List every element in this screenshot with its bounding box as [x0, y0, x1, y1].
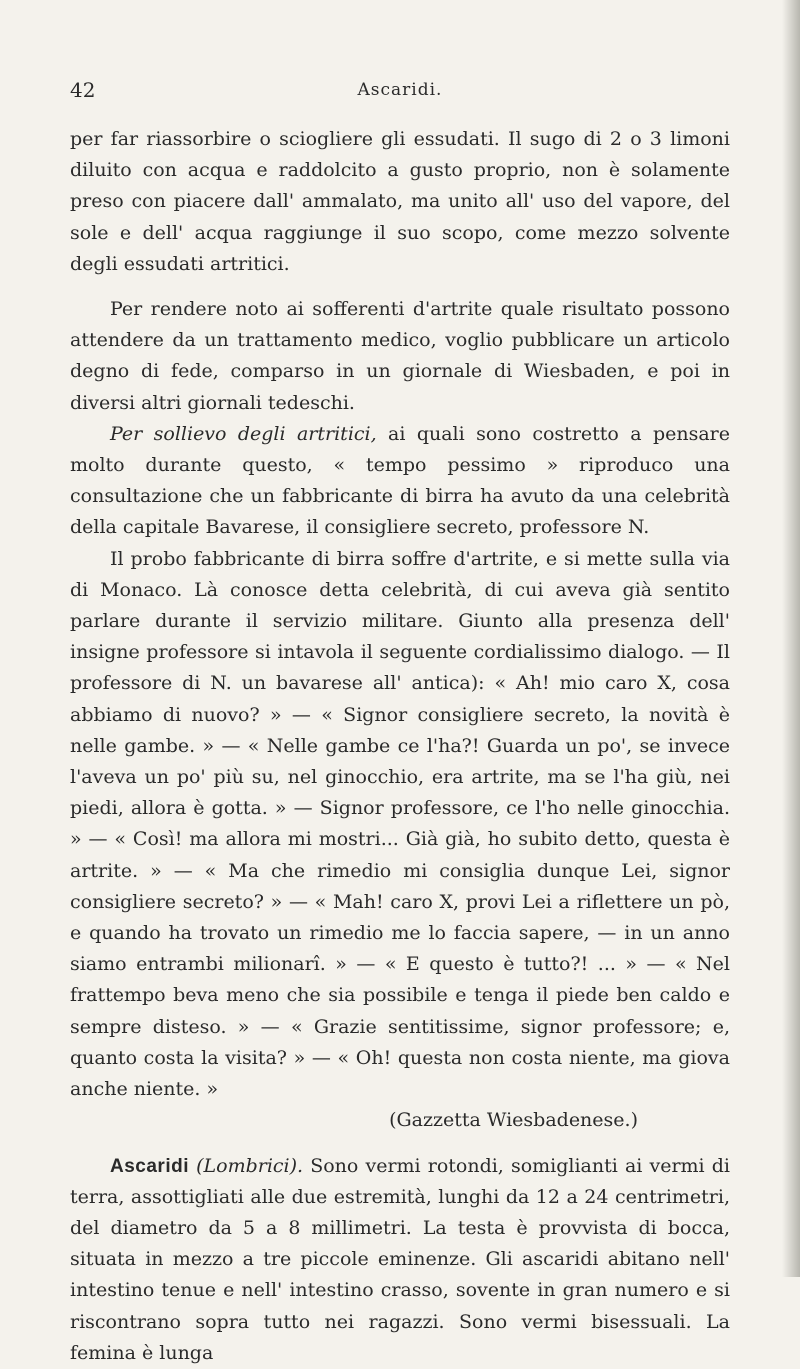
- italic-phrase: Per sollievo degli artritici,: [110, 422, 377, 445]
- paragraph-spacer: [70, 280, 730, 294]
- page-edge-shadow: [782, 0, 800, 1277]
- body-text: [70, 124, 730, 1369]
- source-attribution: (Gazzetta Wiesbadenese.): [389, 1109, 638, 1132]
- entry-text: Sono vermi rotondi, somiglianti ai vermi di terra, assottigliati alle due estremità, lunghi da 12 a 24 centrimetri, del diametro da 5 a 8 millimetri. La testa è provvista di bocca, situata in mezzo a tre piccole eminenze. Gli ascaridi abitano nell' intestino tenue e nell' intestino crasso, sovente in gran numero e si riscontrano sopra tutto nei ragazzi. Sono vermi bisessuali. La femina è lunga: [70, 1154, 730, 1364]
- entry-term: Ascaridi: [110, 1155, 189, 1177]
- paragraph-spacer: [70, 1137, 730, 1151]
- paragraph-dialogue: Il probo fabbricante di birra soffre d'artrite, e si mette sulla via di Monaco. Là conosce detta celebrità, di cui aveva già sentito parlare durante il servizio militare. Giunto alla presenza dell' insigne professore si intavola il seguente cordialissimo dialogo. — Il professore di N. un bavarese all' antica): « Ah! mio caro X, cosa abbiamo di nuovo? » — « Signor consigliere secreto, la novità è nelle gambe. » — « Nelle gambe ce l'ha?! Guarda un po', se invece l'aveva un po' più su, nel ginocchio, era artrite, ma se l'ha giù, nei piedi, allora è gotta. » — Signor professore, ce l'ho nelle ginocchia. » — « Così! ma allora mi mostri... Già già, ho subito detto, questa è artrite. » — « Ma che rimedio mi consiglia dunque Lei, signor consigliere secreto? » — « Mah! caro X, provi Lei a riflettere un pò, e quando ha trovato un rimedio me lo faccia sapere, — in un anno siamo entrambi milionarî. » — « E questo è tutto?! ... » — « Nel frattempo beva meno che sia possibile e tenga il piede ben caldo e sempre disteso. » — « Grazie sentitissime, signor professore; e, quanto costa la visita? » — « Oh! questa non costa niente, ma giova anche niente. »: [70, 547, 730, 1101]
- page-number: 42: [70, 78, 96, 102]
- running-title: Ascaridi.: [357, 80, 443, 100]
- paragraph-sollievo: [70, 419, 730, 544]
- paragraph-sollievo-text: ai quali sono costretto a pensare molto durante questo, « tempo pessimo » riproduco una consultazione che un fabbricante di birra ha avuto da una celebrità della capitale Bavarese, il consigliere secreto, professore N.: [70, 422, 731, 539]
- page-header: [70, 78, 730, 108]
- paragraph-intro-article: Per rendere noto ai sofferenti d'artrite quale risultato possono attendere da un trattamento medico, voglio pubblicare un articolo degno di fede, comparso in un giornale di Wiesbaden, e poi in diversi altri giornali tedeschi.: [70, 298, 730, 414]
- entry-gloss: (Lombrici).: [196, 1154, 304, 1177]
- entry-ascaridi: [70, 1151, 730, 1369]
- paragraph-essudati: per far riassorbire o sciogliere gli essudati. Il sugo di 2 o 3 limoni diluito con acqua e raddolcito a gusto proprio, non è solamente preso con piacere dall' ammalato, ma unito all' uso del vapore, del sole e dell' acqua raggiunge il suo scopo, come mezzo solvente degli essudati artritici.: [70, 128, 730, 275]
